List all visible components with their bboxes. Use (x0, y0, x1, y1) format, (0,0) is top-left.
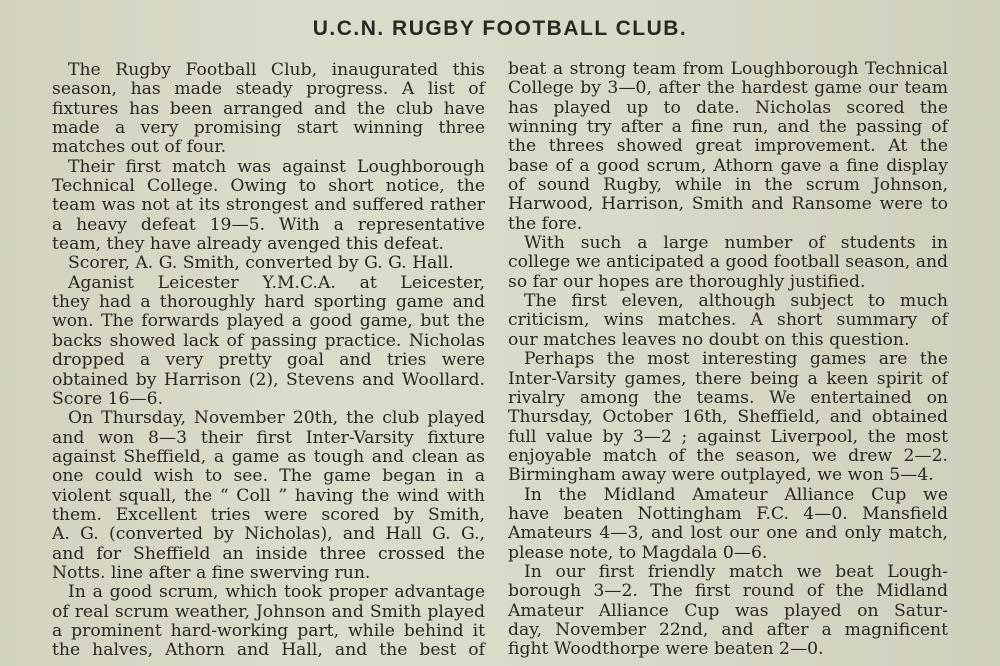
text-line: Aganist Leicester Y.M.C.A. at Leicester, (68, 272, 485, 293)
text-line: base of a good scrum, Athorn gave a fine display (508, 155, 948, 176)
text-line: one could wish to see. The game began in a (52, 466, 485, 487)
text-line: violent squall, the “ Coll ” having the wind with (52, 485, 485, 506)
text-line: Technical College. Owing to short notice, the (52, 176, 485, 197)
text-line: Thursday, October 16th, Sheffield, and obtained (508, 407, 948, 428)
text-line: and won 8—3 their first Inter-Varsity fixture (52, 427, 485, 448)
text-line: Their first match was against Loughborough (68, 156, 485, 177)
text-line: day, November 22nd, and after a magnificent (508, 619, 948, 640)
text-line: and for Sheffield an inside three crossed the (52, 543, 485, 564)
text-line: beat a strong team from Loughborough Technical (508, 59, 948, 79)
text-line: of real scrum weather, Johnson and Smith played (52, 601, 485, 622)
text-line: Notts. line after a fine swerving run. (52, 562, 371, 583)
text-line: the fore. (508, 213, 583, 234)
text-line: rivalry among the teams. We entertained on (508, 387, 948, 408)
text-line: college we anticipated a good football season, and (508, 252, 949, 273)
text-line: won. The forwards played a good game, but the (52, 311, 485, 332)
text-line: With such a large number of students in (524, 233, 948, 254)
text-line: On Thursday, November 20th, the club played (68, 408, 485, 429)
text-line: fixtures has been arranged and the club have (52, 98, 485, 119)
text-line: criticism, wins matches. A short summary of (508, 310, 948, 331)
text-line: a heavy defeat 19—5. With a representative (52, 214, 485, 235)
text-line: dropped a very pretty goal and tries were (52, 350, 485, 371)
text-line: team, they have already avenged this defeat. (52, 234, 445, 255)
text-line: fight Woodthorpe were beaten 2—0. (508, 639, 824, 660)
page-heading: U.C.N. RUGBY FOOTBALL CLUB. (312, 17, 688, 40)
text-line: full value by 3—2 ; against Liverpool, the most (508, 426, 948, 447)
text-line: Amateurs 4—3, and lost our one and only match, (508, 523, 948, 544)
text-line: A. G. (converted by Nicholas), and Hall G. G., (52, 524, 485, 545)
text-line: of sound Rugby, while in the scrum Johnson, (508, 175, 948, 196)
text-line: Birmingham away were outplayed, we won 5—4. (508, 465, 934, 486)
text-line: In the Midland Amateur Alliance Cup we (524, 484, 948, 505)
text-line: enjoyable match of the season, we drew 2—2. (508, 445, 948, 466)
text-line: the halves, Athorn and Hall, and the best of (52, 640, 485, 661)
text-line: have beaten Nottingham F.C. 4—0. Mansfield (508, 503, 948, 524)
text-line: The first eleven, although subject to much (524, 291, 948, 312)
text-line: made a very promising start winning three (52, 118, 485, 139)
text-line: they had a thoroughly hard sporting game and (52, 292, 485, 313)
text-line: Harwood, Harrison, Smith and Ransome were to (508, 194, 948, 215)
text-line: borough 3—2. The first round of the Midland (508, 581, 948, 602)
left-column (52, 61, 485, 661)
text-line: College by 3—0, after the hardest game our team (508, 78, 948, 99)
text-line: Score 16—6. (52, 388, 164, 409)
text-line: Scorer, A. G. Smith, converted by G. G. Hall. (68, 253, 454, 274)
right-column (508, 60, 948, 660)
text-line: our matches leaves no doubt on this question. (508, 329, 910, 350)
text-line: In a good scrum, which took proper advantage (68, 582, 485, 603)
text-line: team was not at its strongest and suffered rather (52, 195, 485, 216)
text-line: The Rugby Football Club, inaugurated this (68, 60, 485, 80)
text-line: so far our hopes are thoroughly justified. (508, 271, 866, 292)
text-line: please note, to Magdala 0—6. (508, 542, 768, 563)
text-line: has played up to date. Nicholas scored the (508, 97, 948, 118)
text-line: Perhaps the most interesting games are the (524, 349, 948, 370)
text-line: obtained by Harrison (2), Stevens and Woollard. (52, 369, 485, 390)
text-line: a prominent hard-working part, while behind it (52, 620, 485, 641)
text-line: them. Excellent tries were scored by Smith, (52, 504, 485, 525)
text-line: season, has made steady progress. A list of (52, 79, 485, 100)
text-line: the threes showed great improvement. At the (508, 136, 948, 157)
text-line: Inter-Varsity games, there being a keen spirit of (508, 368, 948, 389)
text-line: matches out of four. (52, 137, 227, 158)
text-line: winning try after a fine run, and the passing of (508, 117, 948, 138)
text-line: backs showed lack of passing practice. Nicholas (52, 330, 485, 351)
text-line: In our first friendly match we beat Lough- (524, 561, 948, 582)
text-line: against Sheffield, a game as tough and clean as (52, 446, 485, 467)
text-line: Amateur Alliance Cup was played on Satur- (508, 600, 948, 621)
